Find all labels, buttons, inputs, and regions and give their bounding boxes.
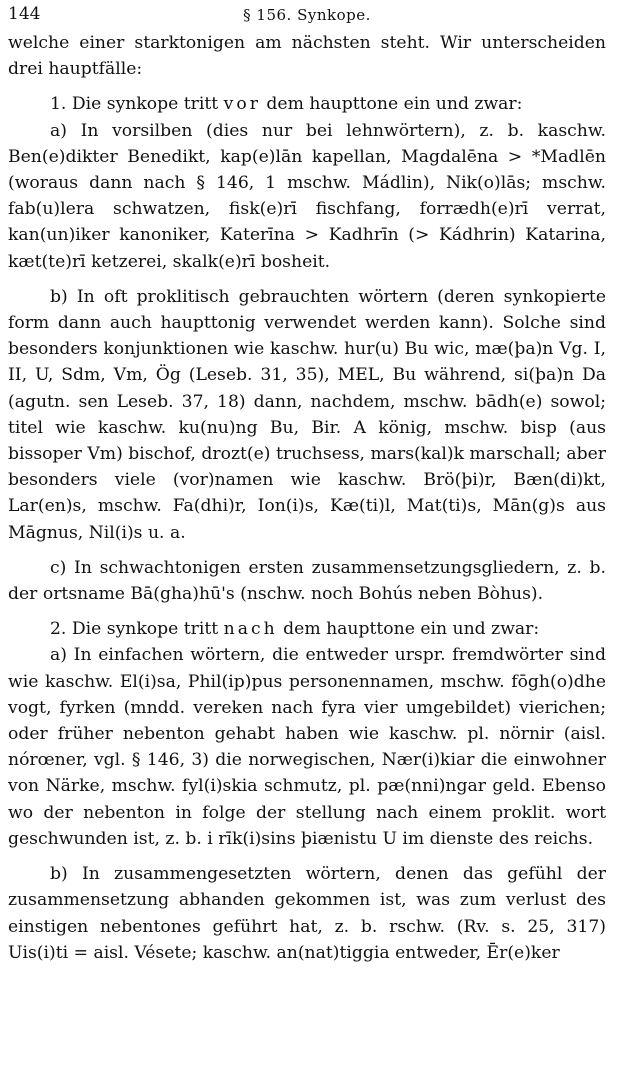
page-number: 144: [8, 4, 41, 24]
heading-text-before: 1. Die synkope tritt: [50, 94, 224, 115]
paragraph-2b: b) In zusammengesetzten wörtern, denen das gefühl der zusammensetzung abhanden gekommen ist, was zum verlust des einstigen nebentones geführt hat, z. b. rschw. (Rv. s. 25, 317) Uis(i)ti = aisl. Vésete; kaschw. an(nat)tiggia entweder, Ēr(e)ker: [8, 864, 606, 963]
heading-text-after: dem haupttone ein und zwar:: [277, 619, 540, 640]
paragraph-2-heading: [8, 616, 606, 642]
paragraph-1c: c) In schwachtonigen ersten zusammensetzungsgliedern, z. b. der ortsname Bā(gha)hū's (nschw. noch Bohús neben Bòhus).: [8, 557, 606, 605]
heading-spaced-word: vor: [223, 94, 261, 115]
running-head: § 156. Synkope.: [243, 6, 371, 24]
paragraph-2a: a) In einfachen wörtern, die entweder urspr. fremdwörter sind wie kaschw. El(i)sa, Phil(ip)pus personennamen, mschw. fōgh(o)dhe vogt, fyrken (mndd. vereken nach fyra vier umgebildet) vierichen; oder früher nebenton gehabt haben wie kaschw. pl. nörnir (aisl. nórœner, vgl. § 146, 3) die norwegischen, Nær(i)kiar die einwohner von Närke, mschw. fyl(i)skia schmutz, pl. pæ(nni)ngar geld. Ebenso wo der nebenton in folge der stellung nach einem proklit. wort geschwunden ist, z. b. i rīk(i)sins þiænistu U im dienste des reichs.: [8, 645, 606, 849]
page-header: [8, 0, 606, 30]
body-text: [8, 30, 606, 966]
paragraph-1b: b) In oft proklitisch gebrauchten wörtern (deren synkopierte form dann auch haupttonig verwendet werden kann). Solche sind besonders konjunktionen wie kaschw. hur(u) Bu wic, mæ(þa)n Vg. I, II, U, Sdm, Vm, Ög (Leseb. 31, 35), MEL, Bu während, si(þa)n Da (agutn. sen Leseb. 37, 18) dann, nachdem, mschw. bādh(e) sowol; titel wie kaschw. ku(nu)ng Bu, Bir. A könig, mschw. bisp (aus bissoper Vm) bischof, drozt(e) truchsess, mars(kal)k marschall; aber besonders viele (vor)namen wie kaschw. Brö(þi)r, Bæn(di)kt, Lar(en)s, mschw. Fa(dhi)r, Ion(i)s, Kæ(ti)l, Mat(ti)s, Mān(g)s aus Māgnus, Nil(i)s u. a.: [8, 286, 606, 543]
book-page: [8, 0, 606, 966]
paragraph-1a: a) In vorsilben (dies nur bei lehnwörtern), z. b. kaschw. Ben(e)dikter Benedikt, kap(e)lān kapellan, Magdalēna > *Madlēn (woraus dann nach § 146, 1 mschw. Mádlin), Nik(o)lās; mschw. fab(u)lera schwatzen, fisk(e)rī fischfang, forrædh(e)rī verrat, kan(un)iker kanoniker, Katerīna > Kadhrīn (> Kádhrin) Katarina, kæt(te)rī ketzerei, skalk(e)rī bosheit.: [8, 120, 606, 272]
paragraph-1-heading: [8, 91, 606, 117]
heading-text-after: dem haupttone ein und zwar:: [260, 94, 523, 115]
heading-text-before: 2. Die synkope tritt: [50, 619, 224, 640]
paragraph-lead: welche einer starktonigen am nächsten steht. Wir unterscheiden drei hauptfälle:: [8, 33, 606, 80]
heading-spaced-word: nach: [223, 619, 278, 640]
